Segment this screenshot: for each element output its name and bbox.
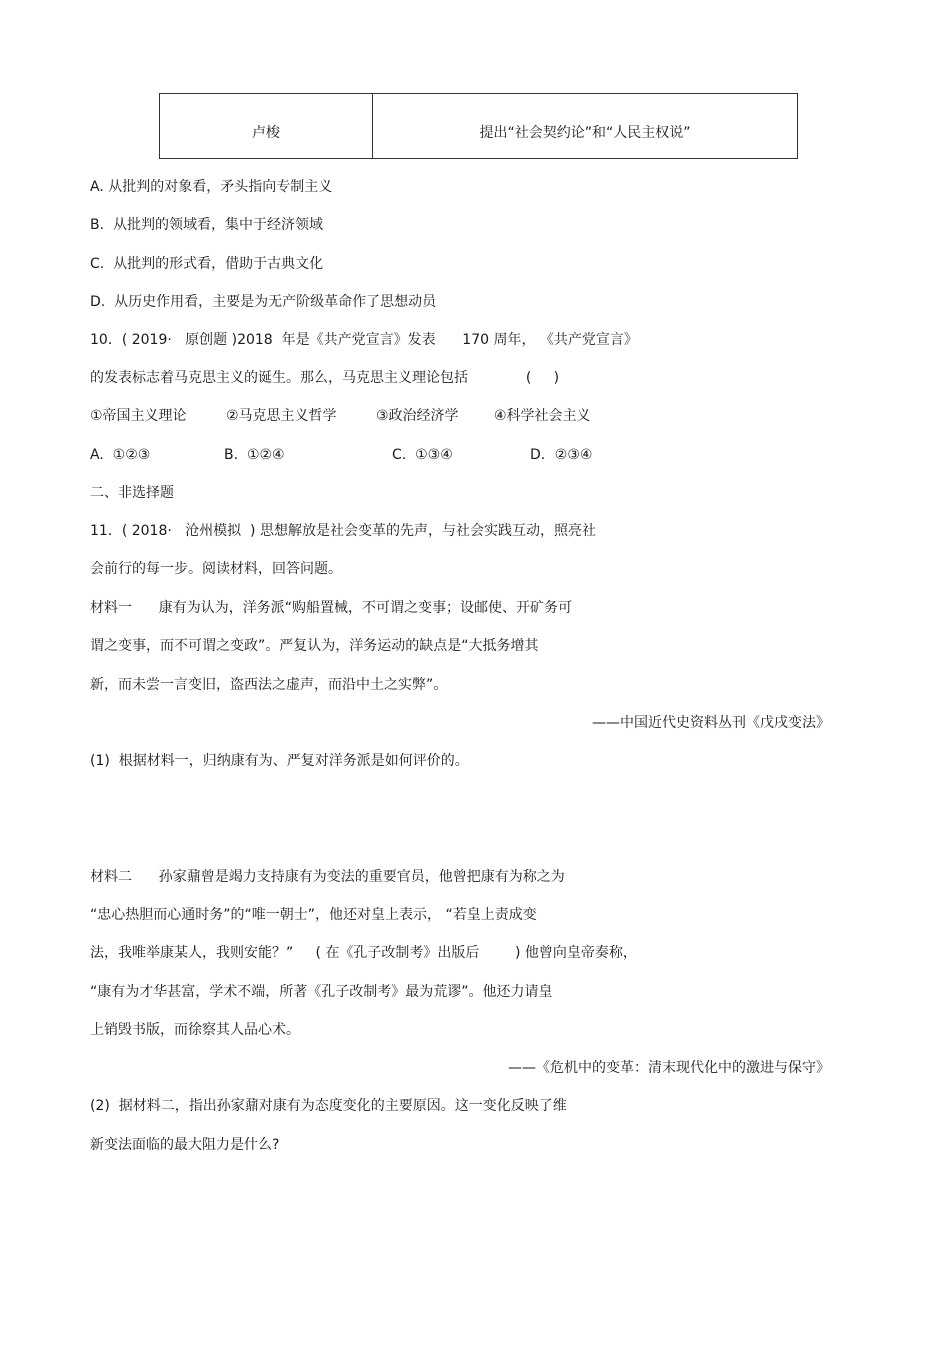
table-row [160,94,798,159]
q10-stem-line2: 的发表标志着马克思主义的诞生。那么，马克思主义理论包括 ( ) [90,370,560,386]
q10-stem-line1: 10．( 2019· 原创题 )2018 年是《共产党宣言》发表 170 周年， 《共产党宣言》 [90,332,638,348]
q9-option-a: A. 从批判的对象看，矛头指向专制主义 [90,179,333,195]
material2-source: ——《危机中的变革：清末现代化中的激进与保守》 [508,1060,830,1076]
material2-line3: 法，我唯举康某人，我则安能？” ( 在《孔子改制考》出版后 ) 他曾向皇帝奏称， [90,945,637,961]
section-heading: 二、非选择题 [90,485,174,501]
material1-line2: 谓之变事，而不可谓之变政”。严复认为，洋务运动的缺点是“大抵务增其 [90,638,539,654]
q9-option-d: D. 从历史作用看，主要是为无产阶级革命作了思想动员 [90,294,437,310]
q11-subquestion-2-line2: 新变法面临的最大阻力是什么? [90,1137,280,1153]
q10-choice-c: C. ①③④ [392,447,453,463]
q10-item-3: ③政治经济学 [376,408,459,424]
material1-source: ——中国近代史资料丛刊《戊戌变法》 [592,715,830,731]
q10-item-2: ②马克思主义哲学 [226,408,337,424]
q10-choice-d: D．②③④ [530,447,593,463]
table-cell-content: 提出“社会契约论”和“人民主权说” [373,94,798,159]
q10-item-4: ④科学社会主义 [494,408,591,424]
material1-line3: 新，而未尝一言变旧，盗西法之虚声，而沿中土之实弊”。 [90,677,448,693]
material1-line1: 材料一 康有为认为，洋务派“购船置械，不可谓之变事；设邮使、开矿务可 [90,600,572,616]
q9-option-c: C. 从批判的形式看，借助于古典文化 [90,256,324,272]
q9-option-b: B. 从批判的领域看，集中于经济领域 [90,217,323,233]
q10-choice-a: A. ①②③ [90,447,151,463]
material2-line5: 上销毁书版，而徐察其人品心术。 [90,1022,300,1038]
q10-item-1: ①帝国主义理论 [90,408,187,424]
material2-line1: 材料二 孙家鼐曾是竭力支持康有为变法的重要官员，他曾把康有为称之为 [90,869,565,885]
table-cell-name: 卢梭 [160,94,373,159]
q10-choice-b: B. ①②④ [224,447,285,463]
q11-subquestion-1: (1) 根据材料一，归纳康有为、严复对洋务派是如何评价的。 [90,753,469,769]
q11-subquestion-2-line1: (2) 据材料二，指出孙家鼐对康有为态度变化的主要原因。这一变化反映了维 [90,1098,567,1114]
material2-line4: “康有为才华甚富，学术不端，所著《孔子改制考》最为荒谬”。他还力请皇 [90,984,553,1000]
q11-stem-line2: 会前行的每一步。阅读材料，回答问题。 [90,561,342,577]
q11-stem-line1: 11．( 2018· 沧州模拟 ) 思想解放是社会变革的先声，与社会实践互动，照亮社 [90,523,596,539]
material2-line2: “忠心热胆而心通时务”的“唯一朝士”，他还对皇上表示， “若皇上责成变 [90,907,537,923]
comparison-table [159,93,798,159]
